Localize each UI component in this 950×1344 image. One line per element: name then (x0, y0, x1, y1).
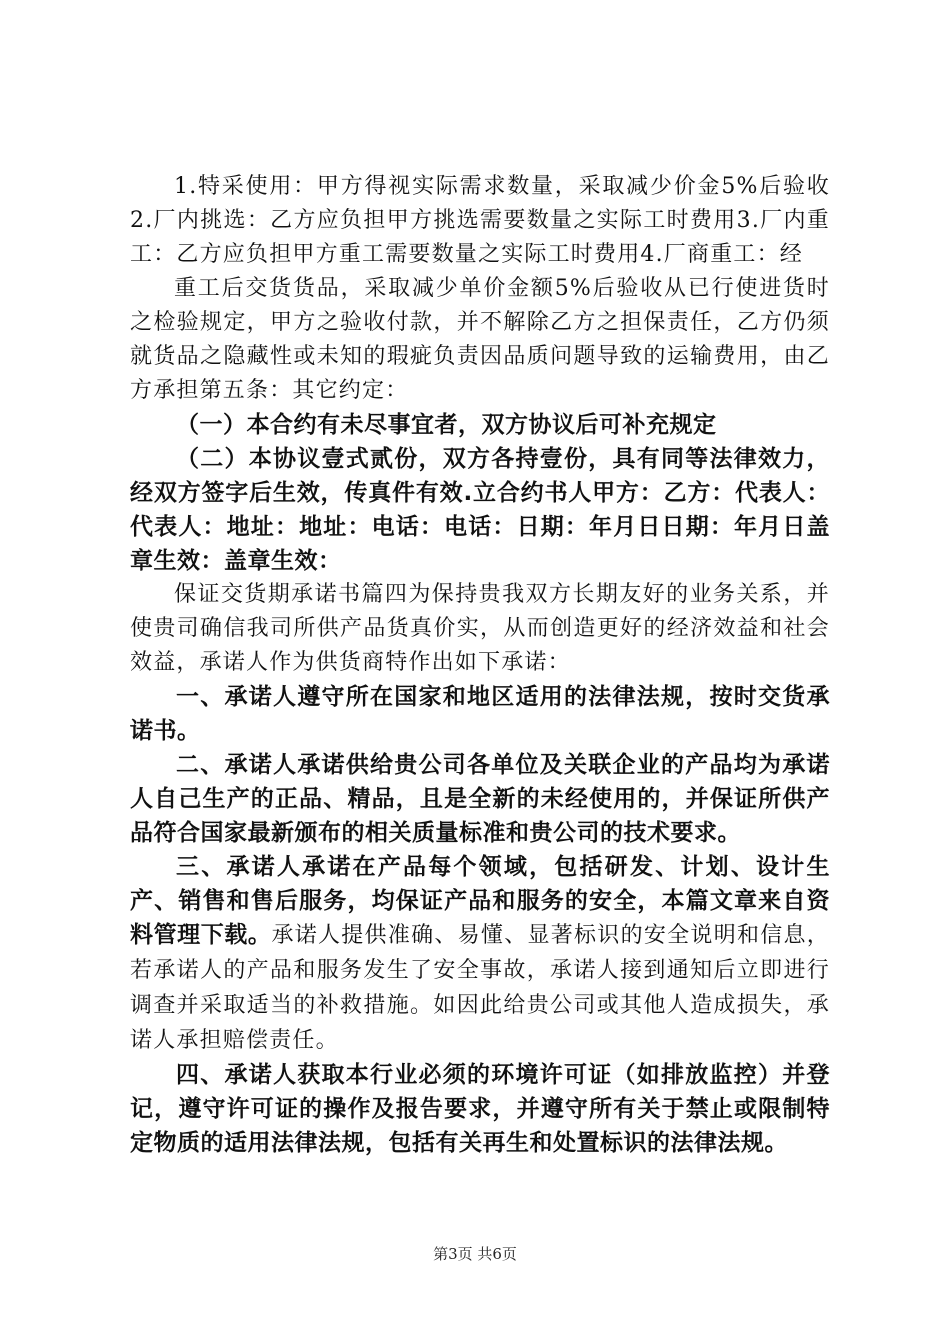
paragraph-commitment-four: 四、承诺人获取本行业必须的环境许可证（如排放监控）并登记，遵守许可证的操作及报告要求，并遵守所有关于禁止或限制特定物质的适用法律法规，包括有关再生和处置标识的法律法规。 (130, 1062, 830, 1156)
document-body (130, 170, 830, 1160)
commitment-three-continuation: 承诺人提供准确、易懂、显著标识的安全说明和信息，若承诺人的产品和服务发生了安全事故，承诺人接到通知后立即进行调查并采取适当的补救措施。如因此给贵公司或其他人造成损失，承诺人承担赔偿责任。 (130, 923, 830, 1053)
commitment-three-lead: 三、承诺人承诺在产品每个领域，包括研发、计划、设计生产、销售和售后服务，均保证产品和服务的安全，本篇文章来自资料管理下载。 (130, 854, 830, 948)
paragraph-commitment-three (130, 850, 830, 1058)
paragraph-commitment-two: 二、承诺人承诺供给贵公司各单位及关联企业的产品均为承诺人自己生产的正品、精品，且是全新的未经使用的，并保证所供产品符合国家最新颁布的相关质量标准和贵公司的技术要求。 (130, 752, 830, 846)
paragraph-commitment-intro: 保证交货期承诺书篇四为保持贵我双方长期友好的业务关系，并使贵司确信我司所供产品货真价实，从而创造更好的经济效益和社会效益，承诺人作为供货商特作出如下承诺： (130, 582, 830, 675)
paragraph-clause-one: （一）本合约有未尽事宜者，双方协议后可补充规定 (176, 412, 717, 438)
paragraph-clause-two: （二）本协议壹式贰份，双方各持壹份，具有同等法律效力，经双方签字后生效，传真件有效.立合约书人甲方：乙方：代表人：代表人：地址：地址：电话：电话：日期：年月日日期：年月日盖章生效：盖章生效： (130, 446, 830, 574)
paragraph-quality-handling: 1.特采使用：甲方得视实际需求数量，采取减少价金5%后验收2.厂内挑选：乙方应负担甲方挑选需要数量之实际工时费用3.厂内重工：乙方应负担甲方重工需要数量之实际工时费用4.厂商重工：经 (130, 174, 830, 267)
paragraph-commitment-one: 一、承诺人遵守所在国家和地区适用的法律法规，按时交货承诺书。 (130, 684, 830, 744)
page-number-footer: 第3页 共6页 (433, 1245, 517, 1263)
paragraph-rework-terms: 重工后交货货品，采取减少单价金额5%后验收从已行使进货时之检验规定，甲方之验收付款，并不解除乙方之担保责任，乙方仍须就货品之隐藏性或未知的瑕疵负责因品质问题导致的运输费用，由乙方承担第五条：其它约定： (130, 276, 830, 403)
